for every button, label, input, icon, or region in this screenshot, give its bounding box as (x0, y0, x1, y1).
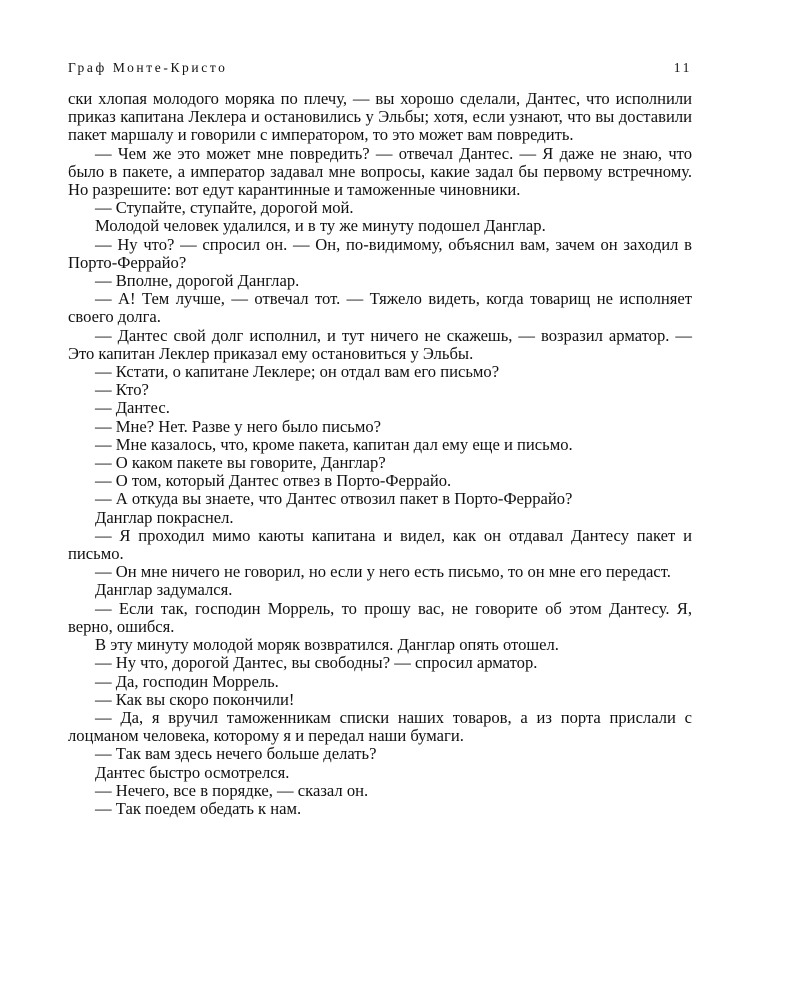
paragraph: — Нечего, все в порядке, — сказал он. (95, 780, 369, 800)
paragraph: — Вполне, дорогой Данглар. (95, 271, 300, 291)
paragraph: — Он мне ничего не говорил, но если у него есть письмо, то он мне его передаст. (95, 562, 671, 582)
paragraph: — О том, который Дантес отвез в Порто-Феррайо. (95, 471, 452, 491)
paragraph: — Дантес. (95, 398, 170, 418)
paragraph: — А откуда вы знаете, что Дантес отвозил пакет в Порто-Феррайо? (95, 489, 573, 509)
paragraph: — Кто? (95, 380, 149, 400)
paragraph: Данглар покраснел. (95, 507, 234, 527)
paragraph: — Мне казалось, что, кроме пакета, капитан дал ему еще и письмо. (95, 434, 573, 454)
page-number: 11 (673, 60, 692, 75)
paragraph: — Да, я вручил таможенникам списки наших товаров, а из порта прислали с лоцманом человека, которому я и передал наши бумаги. (68, 707, 692, 746)
paragraph: — Так поедем обедать к нам. (95, 798, 302, 818)
paragraph: — Если так, господин Моррель, то прошу вас, не говорите об этом Дантесу. Я, верно, ошибся. (68, 598, 692, 636)
paragraph: — Кстати, о капитане Леклере; он отдал вам его письмо? (95, 362, 500, 382)
paragraph: — А! Тем лучше, — отвечал тот. — Тяжело видеть, когда товарищ не исполняет своего долга. (68, 289, 692, 327)
paragraph: — Я проходил мимо каюты капитана и видел, как он отдавал Дантесу пакет и письмо. (68, 525, 692, 564)
body-text (68, 90, 692, 818)
paragraph: Дантес быстро осмотрелся. (95, 762, 290, 782)
paragraph: В эту минуту молодой моряк возвратился. Данглар опять отошел. (95, 635, 559, 655)
paragraph: — Так вам здесь нечего больше делать? (95, 744, 377, 764)
paragraph: ски хлопая молодого моряка по плечу, — вы хорошо сделали, Дантес, что исполнили приказ капитана Леклера и остановились у Эльбы; хотя, если узнают, что вы доставили пакет маршалу и говорили с императором, то это может вам повредить. (68, 89, 692, 145)
paragraph: — Ну что? — спросил он. — Он, по-видимому, объяснил вам, зачем он заходил в Порто-Феррайо? (68, 234, 692, 272)
paragraph: Данглар задумался. (95, 580, 233, 600)
paragraph: — Как вы скоро покончили! (95, 689, 295, 709)
paragraph: — Да, господин Моррель. (95, 671, 279, 691)
paragraph: — Чем же это может мне повредить? — отвечал Дантес. — Я даже не знаю, что было в пакете, а император задавал мне вопросы, какие задал бы первому встречному. Но разрешите: вот едут карантинные и таможенные чиновники. (68, 143, 692, 200)
paragraph: — Ну что, дорогой Дантес, вы свободны? — спросил арматор. (95, 653, 538, 673)
book-title: Граф Монте-Кристо (68, 60, 228, 75)
paragraph: — Ступайте, ступайте, дорогой мой. (95, 198, 354, 218)
paragraph: Молодой человек удалился, и в ту же минуту подошел Данглар. (95, 216, 546, 236)
paragraph: — Дантес свой долг исполнил, и тут ничего не скажешь, — возразил арматор. — Это капитан Леклер приказал ему остановиться у Эльбы. (68, 325, 692, 363)
paragraph: — О каком пакете вы говорите, Данглар? (95, 453, 386, 473)
running-head (68, 60, 692, 80)
paragraph: — Мне? Нет. Разве у него было письмо? (95, 416, 382, 436)
